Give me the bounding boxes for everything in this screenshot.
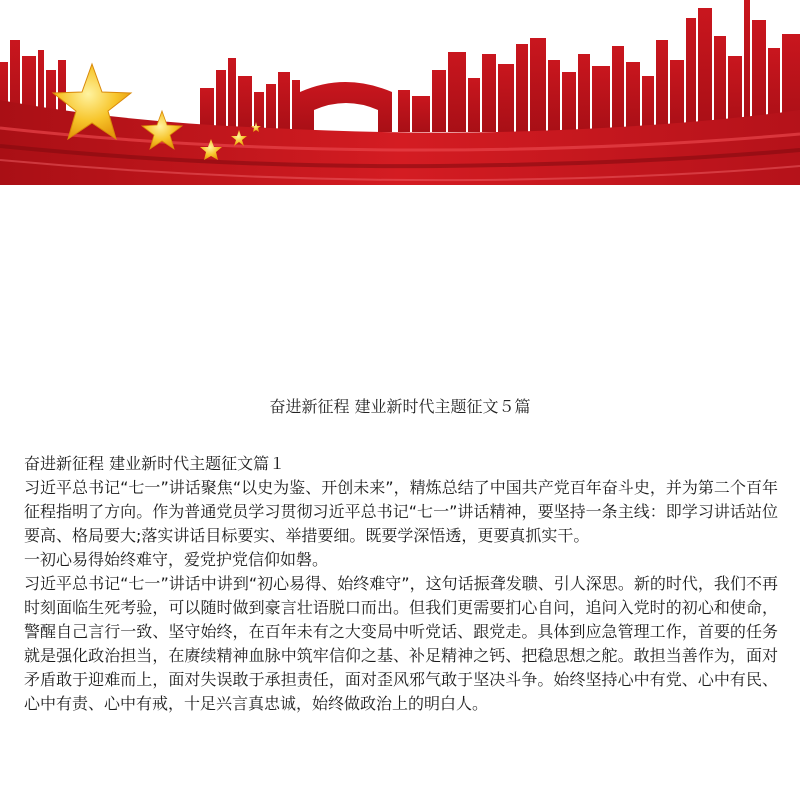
- paragraph-3: 习近平总书记“七一”讲话中讲到“初心易得、始终难守”，这句话振聋发聩、引人深思。新的时代，我们不再时刻面临生死考验，可以随时做到豪言壮语脱口而出。但我们更需要扪心自问，追问入党时的初心和使命，警醒自己言行一致、坚守始终，在百年未有之大变局中听党话、跟党走。具体到应急管理工作，首要的任务就是强化政治担当，在赓续精神血脉中筑牢信仰之基、补足精神之钙、把稳思想之舵。敢担当善作为，面对矛盾敢于迎难而上，面对失误敢于承担责任，面对歪风邪气敢于坚决斗争。始终坚持心中有党、心中有民、心中有责、心中有戒，十足兴言真忠诚，始终做政治上的明白人。: [24, 574, 778, 713]
- section-heading: 奋进新征程 建业新时代主题征文篇１: [24, 454, 286, 473]
- paragraph-1: 习近平总书记“七一”讲话聚焦“以史为鉴、开创未来”，精炼总结了中国共产党百年奋斗史，并为第二个百年征程指明了方向。作为普通党员学习贯彻习近平总书记“七一”讲话精神，要坚持一条主线：即学习讲话站位要高、格局要大;落实讲话目标要实、举措要细。既要学深悟透，更要真抓实干。: [24, 478, 778, 545]
- paragraph-2: 一初心易得始终难守，爱党护党信仰如磐。: [24, 550, 329, 569]
- document-body: [24, 452, 778, 716]
- document-title: 奋进新征程 建业新时代主题征文５篇: [269, 397, 531, 416]
- skyline-silhouette: [0, 0, 800, 132]
- header-banner: [0, 0, 800, 185]
